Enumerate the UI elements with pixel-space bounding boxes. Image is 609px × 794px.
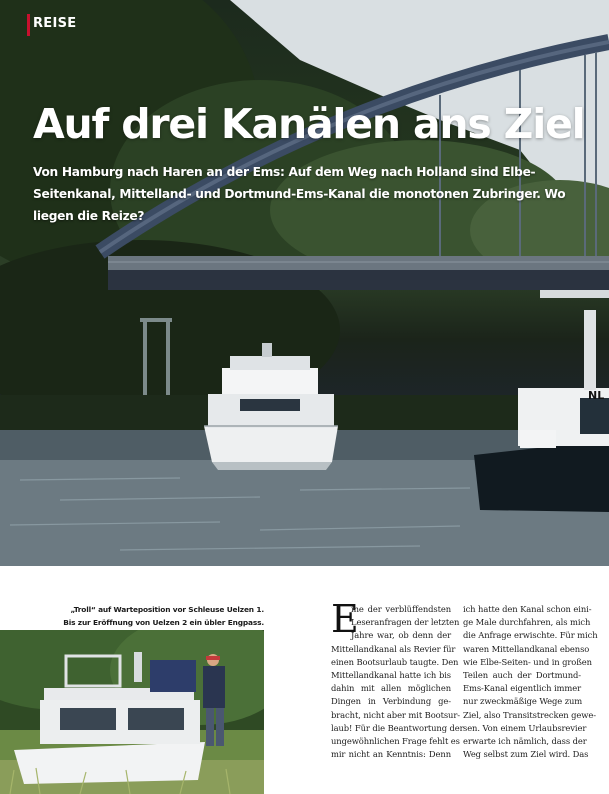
body-line: ich hatte den Kanal schon eini-: [463, 604, 592, 614]
body-column-2: [463, 603, 598, 761]
caption-line: „Troll“ auf Warteposition vor Schleuse Uelzen 1.: [70, 605, 264, 614]
body-line: die Anfrage erwischte. Für mich: [463, 630, 598, 641]
inset-photo: [0, 630, 264, 794]
body-line: Ziel, also Transitstrecken gewe-: [463, 709, 596, 720]
body-line: ungewöhnlichen Frage fehlt es: [331, 736, 460, 747]
article-headline: Auf drei Kanälen ans Ziel: [33, 100, 585, 148]
body-line: einen Bootsurlaub taugte. Den: [331, 656, 459, 667]
body-line: Dingen in Verbindung ge-: [331, 696, 451, 707]
body-column-1: [331, 597, 464, 761]
body-line: Weg selbst zum Ziel wird. Das: [463, 749, 589, 760]
body-line: nur zweckmäßige Wege zum: [463, 696, 583, 707]
body-line: waren Mittellandkanal ebenso: [463, 643, 590, 654]
inset-photo-scene: [0, 630, 264, 794]
body-line: ge Male durchfahren, als mich: [463, 617, 591, 628]
body-line: laub! Für die Beantwortung der: [331, 722, 464, 733]
barge-flag-text: NL: [588, 389, 605, 402]
section-accent-bar: [27, 14, 30, 36]
body-line: erwarte ich nämlich, dass der: [463, 736, 587, 747]
body-line: Mittellandkanal hatte ich bis: [331, 670, 451, 681]
body-line: Teilen auch der Dortmund-: [463, 670, 581, 681]
body-line: mir nicht an Kenntnis: Denn: [331, 749, 451, 760]
drop-cap: E: [331, 597, 359, 641]
body-line: Ems-Kanal eigentlich immer: [463, 683, 581, 694]
body-line: dahin mit allen möglichen: [331, 683, 451, 694]
body-line: Mittellandkanal als Revier für: [331, 643, 456, 654]
section-label: REISE: [33, 16, 77, 31]
body-line: wie Elbe-Seiten- und in großen: [463, 656, 592, 667]
body-line: sen. Von einem Urlaubsrevier: [463, 722, 587, 733]
body-line: Leseranfragen der letzten: [351, 617, 460, 628]
body-line: bracht, nicht aber mit Bootsur-: [331, 709, 460, 720]
photo-caption: [20, 603, 264, 629]
body-line: Jahre war, ob denn der: [351, 630, 451, 641]
caption-line: Bis zur Eröffnung von Uelzen 2 ein übler Engpass.: [63, 618, 264, 627]
article-deck: Von Hamburg nach Haren an der Ems: Auf dem Weg nach Holland sind Elbe-Seitenkanal, Mittelland- und Dortmund-Ems-Kanal die monotonen Zubringer. Wo liegen die Reize?: [33, 165, 566, 223]
body-line: ine der verblüffendsten: [351, 604, 451, 614]
